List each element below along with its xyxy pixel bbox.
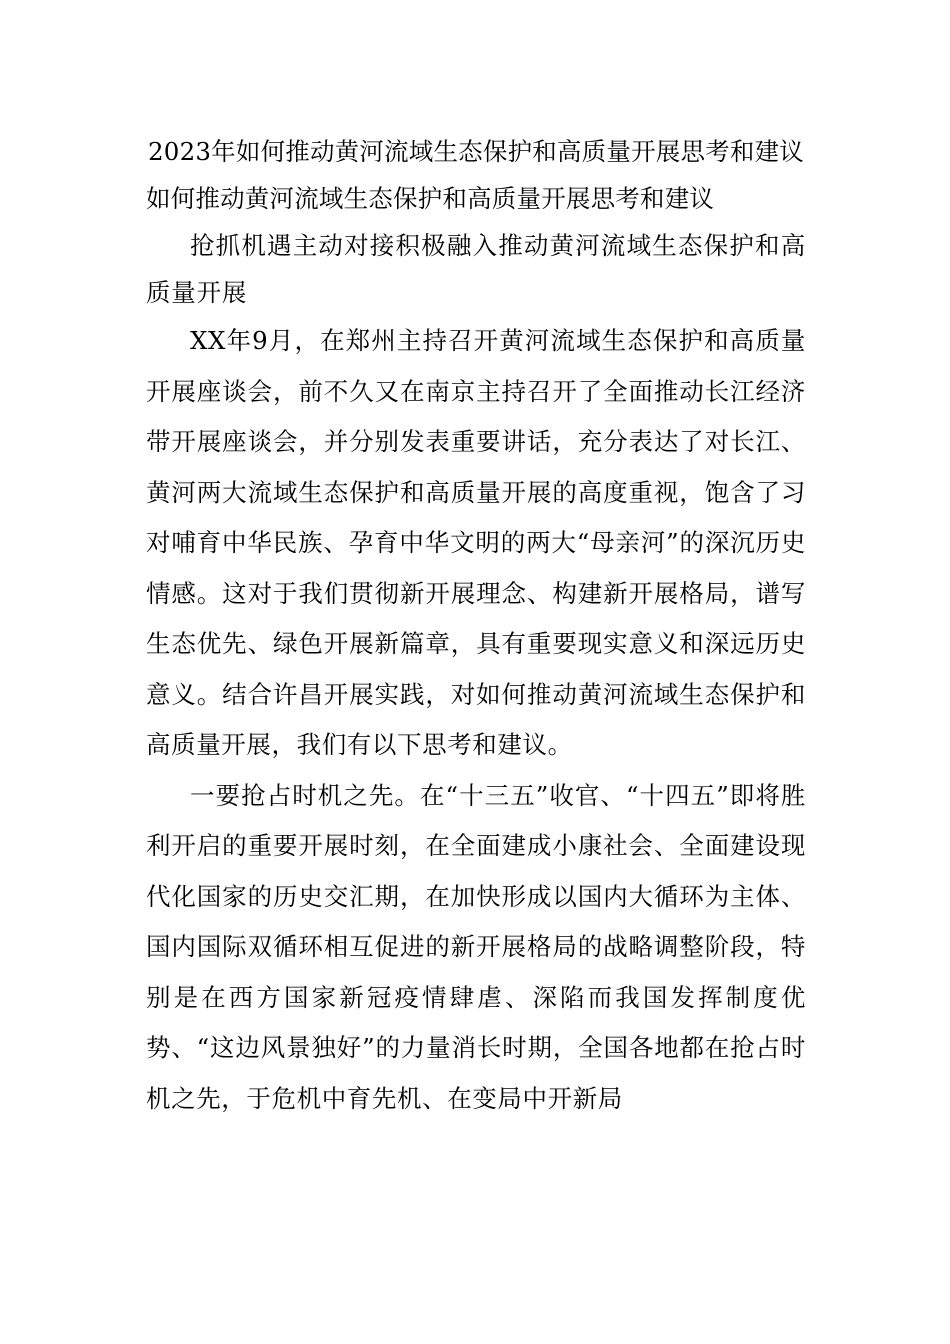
document-subtitle: 如何推动黄河流域生态保护和高质量开展思考和建议: [146, 184, 715, 213]
paragraph-heading: 抢抓机遇主动对接积极融入推动黄河流域生态保护和高质量开展: [146, 231, 806, 307]
paragraph-intro: XX年9月，在郑州主持召开黄河流域生态保护和高质量开展座谈会，前不久又在南京主持召开了全面推动长江经济带开展座谈会，并分别发表重要讲话，充分表达了对长江、黄河两大流域生态保护和高质量开展的高度重视，饱含了习对哺育中华民族、孕育中华文明的两大“母亲河”的深沉历史情感。这对于我们贯彻新开展理念、构建新开展格局，谱写生态优先、绿色开展新篇章，具有重要现实意义和深远历史意义。结合许昌开展实践，对如何推动黄河流域生态保护和高质量开展，我们有以下思考和建议。: [146, 326, 806, 759]
document-body: [146, 128, 806, 1124]
document-title: 2023年如何推动黄河流域生态保护和高质量开展思考和建议: [148, 137, 804, 166]
paragraph-point-one: 一要抢占时机之先。在“十三五”收官、“十四五”即将胜利开启的重要开展时刻，在全面建成小康社会、全面建设现代化国家的历史交汇期，在加快形成以国内大循环为主体、国内国际双循环相互促进的新开展格局的战略调整阶段，特别是在西方国家新冠疫情肆虐、深陷而我国发挥制度优势、“这边风景独好”的力量消长时期，全国各地都在抢占时机之先，于危机中育先机、在变局中开新局: [146, 780, 806, 1113]
